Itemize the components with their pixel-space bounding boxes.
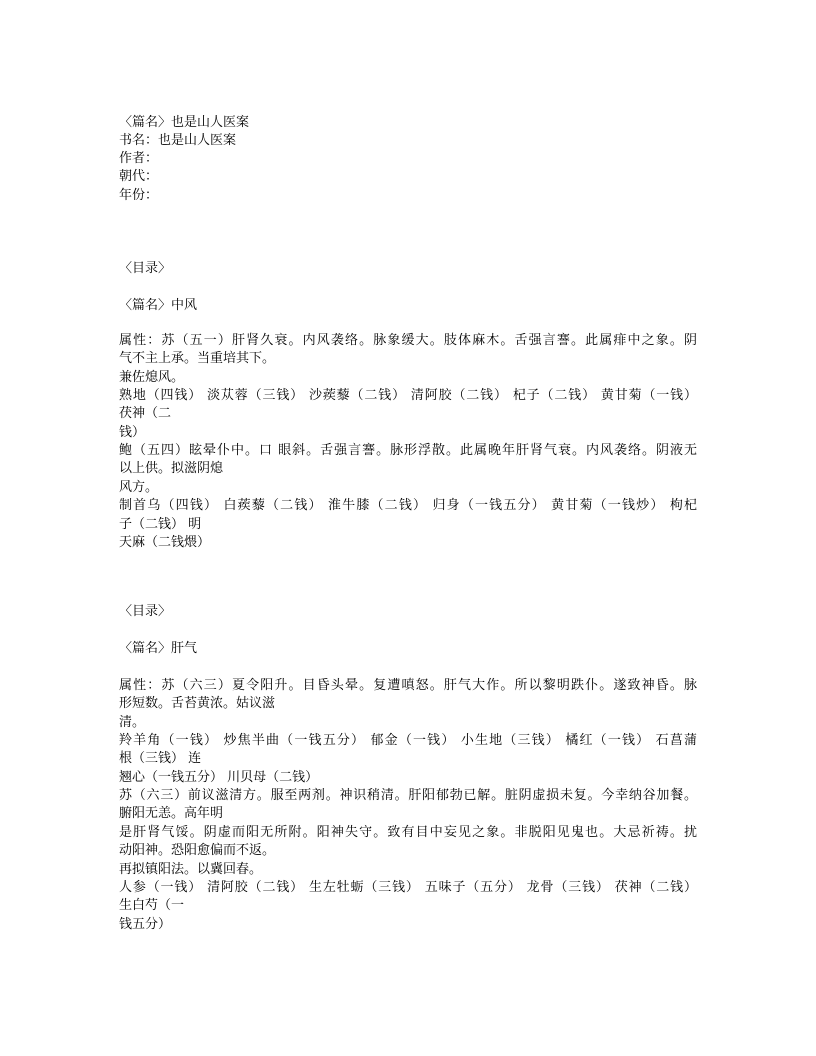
text-line: 动阳神。恐阳愈偏而不返。	[119, 843, 276, 858]
section-title: 〈篇名〉中风	[119, 298, 198, 313]
text-line: 腑阳无恙。高年明	[119, 806, 224, 821]
header-title: 〈篇名〉也是山人医案	[119, 115, 250, 130]
section-title: 〈篇名〉肝气	[119, 641, 198, 656]
text-line: 气不主上承。当重培其下。	[119, 351, 276, 366]
text-line: 茯神（二	[119, 406, 172, 421]
text-line: 子（二钱） 明	[119, 517, 202, 532]
year: 年份：	[119, 188, 159, 203]
text-line: 生白芍（一	[119, 898, 185, 913]
text-line: 鲍（五四）眩晕仆中。口 眼斜。舌强言謇。脉形浮散。此属晚年肝肾气衰。内风袭络。阴液无	[119, 443, 697, 458]
text-line: 是肝肾气馁。阴虚而阳无所附。阳神失守。致有目中妄见之象。非脱阳见鬼也。大忌祈祷。扰	[119, 825, 697, 840]
text-line: 钱）	[119, 425, 146, 440]
text-line: 兼佐熄风。	[119, 370, 185, 385]
text-line: 属性：苏（六三）夏令阳升。目昏头晕。复遭嗔怒。肝气大作。所以黎明跌仆。遂致神昏。脉	[119, 678, 697, 693]
toc-heading: 〈目录〉	[119, 261, 172, 276]
text-line: 翘心（一钱五分） 川贝母（二钱）	[119, 770, 319, 785]
text-line: 羚羊角（一钱） 炒焦半曲（一钱五分） 郁金（一钱） 小生地（三钱） 橘红（一钱） 石菖蒲	[119, 733, 697, 748]
text-line: 以上供。拟滋阴熄	[119, 461, 224, 476]
book-name: 书名：也是山人医案	[119, 133, 237, 148]
text-line: 风方。	[119, 480, 159, 495]
text-line: 熟地（四钱） 淡苁蓉（三钱） 沙蒺藜（二钱） 清阿胶（二钱） 杞子（二钱） 黄甘菊（一钱）	[119, 388, 697, 403]
text-line: 钱五分）	[119, 917, 172, 932]
dynasty: 朝代：	[119, 169, 159, 184]
toc-heading: 〈目录〉	[119, 604, 172, 619]
text-line: 制首乌（四钱） 白蒺藜（二钱） 淮牛膝（二钱） 归身（一钱五分） 黄甘菊（一钱炒） 枸杞	[119, 498, 697, 513]
text-line: 根（三钱） 连	[119, 751, 202, 766]
text-line: 人参（一钱） 清阿胶（二钱） 生左牡蛎（三钱） 五味子（五分） 龙骨（三钱） 茯神（二钱）	[119, 880, 697, 895]
author: 作者：	[119, 151, 159, 166]
text-line: 形短数。舌苔黄浓。姑议滋	[119, 696, 276, 711]
text-line: 清。	[119, 715, 146, 730]
text-line: 属性：苏（五一）肝肾久衰。内风袭络。脉象缓大。肢体麻木。舌强言謇。此属痱中之象。阴	[119, 333, 697, 348]
text-line: 再拟镇阳法。以冀回春。	[119, 862, 263, 877]
text-line: 苏（六三）前议滋清方。服至两剂。神识稍清。肝阳郁勃已解。脏阴虚损未复。今幸纳谷加餐。	[119, 788, 697, 803]
text-line: 天麻（二钱煨）	[119, 535, 211, 550]
